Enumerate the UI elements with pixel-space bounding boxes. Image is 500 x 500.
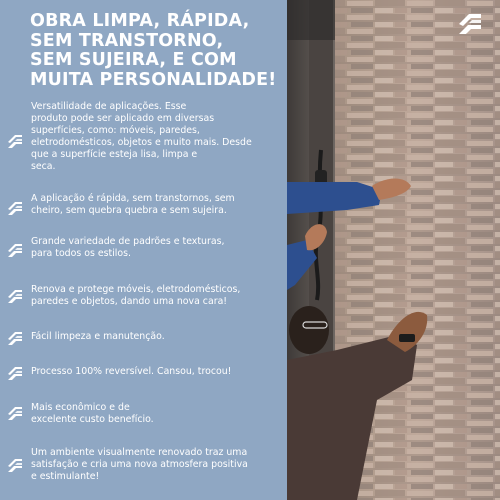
benefit-line: Mais econômico e de: [31, 402, 130, 413]
benefit-text: [31, 447, 283, 483]
benefit-text: [31, 402, 283, 426]
tile-icon: [7, 133, 23, 149]
tile-icon: [7, 200, 23, 216]
worker-head: [289, 306, 329, 354]
benefit-line: superfícies, como: móveis, paredes,: [31, 125, 200, 136]
installation-photo: [287, 0, 500, 500]
benefit-line: e estimulante!: [31, 471, 100, 482]
ceiling-shadow: [287, 0, 335, 40]
tile-icon: [7, 330, 23, 346]
benefit-line: A aplicação é rápida, sem transtornos, sem: [31, 193, 235, 204]
benefit-text: [31, 101, 283, 173]
benefit-line: produto pode ser aplicado em diversas: [31, 113, 215, 124]
tile-icon: [7, 288, 23, 304]
tile-icon: [7, 242, 23, 258]
benefit-line: satisfação e cria uma nova atmosfera positiva: [31, 459, 248, 470]
benefit-line: Versatilidade de aplicações. Esse: [31, 101, 187, 112]
benefit-text: [31, 284, 283, 308]
watch: [399, 334, 415, 342]
benefit-text: [31, 236, 283, 260]
benefit-text: [31, 331, 283, 343]
benefit-line: Fácil limpeza e manutenção.: [31, 331, 165, 342]
benefit-line: para todos os estilos.: [31, 248, 131, 259]
headline-line: SEM SUJEIRA, E COM: [30, 50, 237, 70]
headline-line: MUITA PERSONALIDADE!: [30, 69, 277, 90]
benefit-line: Processo 100% reversível. Cansou, trocou!: [31, 366, 232, 377]
benefit-line: seca.: [31, 161, 56, 172]
benefit-line: Grande variedade de padrões e texturas,: [31, 236, 225, 247]
benefit-line: que a superfície esteja lisa, limpa e: [31, 149, 198, 160]
installation-scene: [287, 0, 500, 500]
benefit-line: Renova e protege móveis, eletrodomésticos,: [31, 284, 241, 295]
headline-line: OBRA LIMPA, RÁPIDA,: [30, 11, 250, 31]
tile-icon: [7, 405, 23, 421]
tile-icon: [7, 365, 23, 381]
benefit-line: excelente custo benefício.: [31, 414, 154, 425]
tile-icon: [7, 457, 23, 473]
benefit-text: [31, 193, 283, 217]
benefit-line: Um ambiente visualmente renovado traz uma: [31, 447, 248, 458]
benefit-text: [31, 366, 283, 378]
benefit-line: eletrodomésticos, objetos e muito mais. Desde: [31, 137, 252, 148]
benefit-line: paredes e objetos, dando uma nova cara!: [31, 296, 228, 307]
headline-line: SEM TRANSTORNO,: [30, 30, 224, 51]
benefit-line: cheiro, sem quebra quebra e sem sujeira.: [31, 205, 227, 216]
